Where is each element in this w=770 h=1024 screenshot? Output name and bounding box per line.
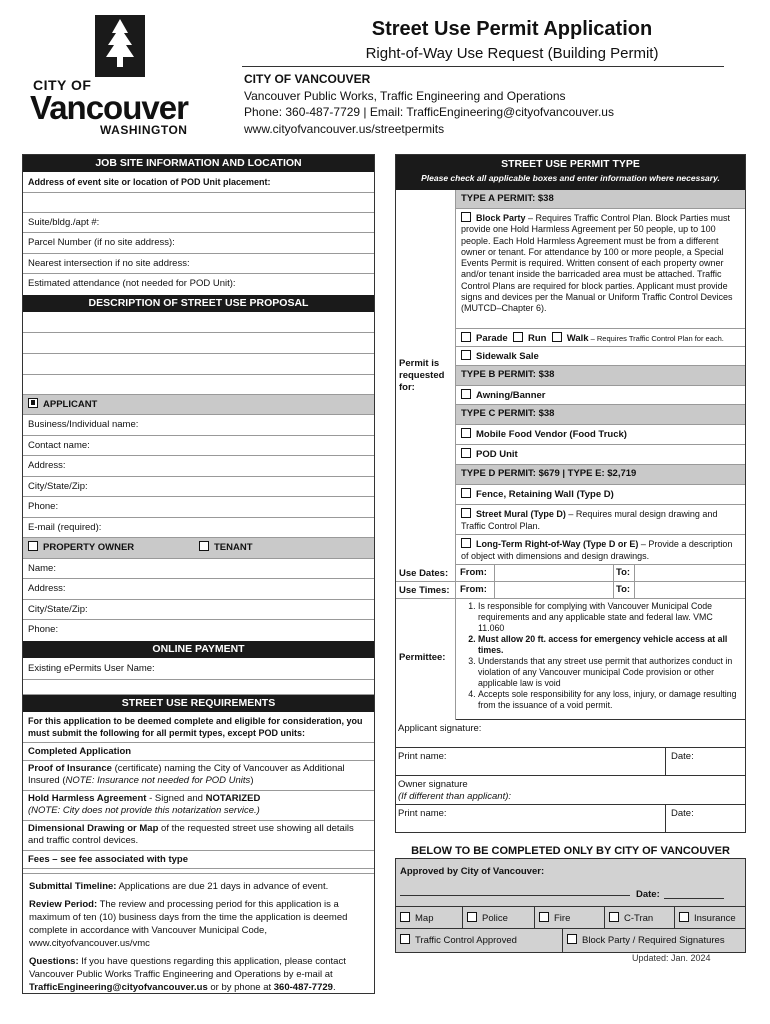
org-name: CITY OF VANCOUVER	[244, 72, 371, 86]
use-times-row	[456, 582, 745, 599]
questions-end: .	[332, 981, 336, 993]
job-site-heading: JOB SITE INFORMATION AND LOCATION	[23, 155, 374, 172]
suite-field[interactable]	[23, 213, 374, 234]
block-party-sigs-checkbox[interactable]	[567, 934, 577, 944]
date-label: Date:	[671, 751, 694, 762]
awning-checkbox[interactable]	[461, 389, 471, 399]
req-hold-title: Hold Harmless Agreement	[28, 792, 147, 804]
submittal-notes	[23, 873, 374, 1005]
owner-signature-note: (If different than applicant):	[398, 791, 512, 802]
run-label: Run	[527, 333, 547, 344]
applicant-heading: APPLICANT	[43, 398, 98, 410]
contact-field[interactable]	[23, 436, 374, 457]
police-checkbox[interactable]	[467, 912, 477, 922]
approved-by-line[interactable]	[400, 895, 630, 896]
description-line-4[interactable]	[23, 375, 374, 395]
review-text: The review and processing period for this application is a maximum of ten (10) business days from the time the application is deemed complete in accordance with Vancouver Municipal Code, www.cityofvancouver.us/vmc	[29, 898, 348, 949]
pod-unit-checkbox[interactable]	[461, 448, 471, 458]
owner-signature-field[interactable]	[395, 776, 746, 805]
owner-print-name-field[interactable]	[396, 805, 666, 832]
req-fees: Fees – see fee associated with type	[23, 851, 374, 869]
print-name-field[interactable]	[396, 748, 666, 775]
fence-label: Fence, Retaining Wall (Type D)	[476, 489, 614, 500]
print-name-row	[395, 748, 746, 776]
logo-washington: WASHINGTON	[100, 123, 188, 137]
type-b-heading: TYPE B PERMIT: $38	[456, 366, 745, 386]
address-label-row	[23, 172, 374, 193]
block-party-option	[456, 209, 745, 329]
type-a-heading: TYPE A PERMIT: $38	[456, 190, 745, 209]
questions-email-link[interactable]: TrafficEngineering@cityofvancouver.us	[29, 981, 208, 993]
approved-by-label: Approved by City of Vancouver:	[400, 866, 545, 877]
owner-signature-label: Owner signature	[398, 779, 468, 790]
property-owner-label: PROPERTY OWNER	[43, 542, 135, 553]
times-from-field[interactable]	[494, 582, 614, 598]
email-label: E-mail (required):	[28, 521, 102, 533]
owner-print-name-row	[395, 805, 746, 833]
questions-text-2: or by phone at	[207, 981, 274, 993]
description-line-1[interactable]	[23, 312, 374, 333]
updated-date: Updated: Jan. 2024	[632, 953, 711, 963]
insurance-checkbox[interactable]	[679, 912, 689, 922]
traffic-control-checkbox[interactable]	[400, 934, 410, 944]
walk-checkbox[interactable]	[552, 332, 562, 342]
suite-label: Suite/bldg./apt #:	[28, 216, 100, 228]
owner-city-label: City/State/Zip:	[28, 603, 88, 615]
map-checkbox[interactable]	[400, 912, 410, 922]
req-drawing-text: of the requested street use showing all details and traffic control devices.	[28, 822, 354, 846]
term-3: 3. Understands that any street use permit that authorizes conduct in violation of any Vancouver municipal Code provision or other applicable law is void	[478, 656, 740, 689]
parcel-field[interactable]	[23, 233, 374, 254]
permit-type-instructions: Please check all applicable boxes and enter information where necessary.	[421, 173, 720, 183]
sidewalk-sale-row	[456, 347, 745, 366]
pod-unit-row	[456, 445, 745, 465]
property-owner-checkbox[interactable]	[28, 541, 38, 551]
owner-phone-field[interactable]	[23, 620, 374, 641]
type-de-heading: TYPE D PERMIT: $679 | TYPE E: $2,719	[456, 465, 745, 485]
sidewalk-sale-label: Sidewalk Sale	[476, 351, 539, 362]
fire-label: Fire	[554, 913, 571, 924]
traffic-control-label: Traffic Control Approved	[415, 935, 517, 946]
term-2: 2. Must allow 20 ft. access for emergency vehicle access at all times.	[478, 634, 740, 656]
owner-address-label: Address:	[28, 583, 66, 594]
owner-name-label: Name:	[28, 562, 56, 574]
awning-label: Awning/Banner	[476, 390, 546, 401]
fire-check	[534, 907, 574, 929]
address-label: Address of event site or location of POD Unit placement:	[28, 177, 271, 187]
longterm-title: Long-Term Right-of-Way (Type D or E)	[476, 539, 639, 549]
pod-unit-label: POD Unit	[476, 449, 518, 460]
food-truck-checkbox[interactable]	[461, 428, 471, 438]
page-subtitle: Right-of-Way Use Request (Building Permit)	[365, 45, 659, 62]
longterm-text: – Provide a description of object with dimensions and design drawings.	[461, 539, 733, 561]
req-hold-harmless	[23, 791, 374, 821]
address-field[interactable]	[23, 193, 374, 213]
run-checkbox[interactable]	[513, 332, 523, 342]
intersection-label: Nearest intersection if no site address:	[28, 257, 190, 269]
questions-title: Questions:	[29, 955, 79, 967]
mural-text: – Requires mural design drawing and Traffic Control Plan.	[461, 509, 718, 531]
block-party-checkbox[interactable]	[461, 212, 471, 222]
ctran-label: C-Tran	[624, 913, 654, 924]
applicant-heading-row	[23, 395, 374, 416]
req-insurance-note: NOTE: Insurance not needed for POD Units	[65, 775, 251, 786]
block-party-sigs-label: Block Party / Required Signatures	[582, 935, 725, 946]
dates-to-label: To:	[616, 567, 631, 578]
map-label: Map	[415, 913, 434, 924]
approved-date-line[interactable]	[664, 898, 724, 899]
applicant-address-field[interactable]	[23, 456, 374, 477]
term-4: 4. Accepts sole responsibility for any loss, injury, or damage resulting from the issuance of a void permit.	[478, 689, 740, 711]
header-divider	[242, 66, 724, 67]
attendance-label: Estimated attendance (not needed for POD Unit):	[28, 278, 236, 289]
permit-type-header	[396, 155, 745, 190]
tenant-label: TENANT	[214, 542, 253, 553]
applicant-city-field[interactable]	[23, 477, 374, 498]
city-logo	[30, 15, 210, 135]
description-line-3[interactable]	[23, 354, 374, 375]
permittee-label: Permittee:	[396, 599, 456, 720]
questions-phone: 360-487-7729	[273, 981, 333, 993]
requirements-list	[23, 712, 374, 869]
req-completed: Completed Application	[23, 743, 374, 761]
final-checks-row	[396, 929, 745, 952]
applicant-checkbox[interactable]	[28, 398, 38, 408]
logo-vancouver: Vancouver	[30, 89, 188, 126]
intersection-field[interactable]	[23, 254, 374, 275]
use-times-label: Use Times:	[396, 582, 456, 599]
description-line-2[interactable]	[23, 333, 374, 354]
parade-label: Parade	[476, 333, 508, 344]
timeline-text: Applications are due 21 days in advance of event.	[116, 880, 329, 892]
longterm-checkbox[interactable]	[461, 538, 471, 548]
map-check	[400, 912, 433, 924]
applicant-phone-label: Phone:	[28, 501, 59, 512]
timeline-title: Submittal Timeline:	[29, 880, 117, 892]
left-column	[22, 154, 375, 994]
times-from-label: From:	[460, 584, 487, 595]
contact-label: Contact name:	[28, 439, 90, 451]
org-info	[244, 71, 614, 137]
parade-checkbox[interactable]	[461, 332, 471, 342]
insurance-check	[674, 907, 740, 929]
req-drawing	[23, 821, 374, 851]
approved-date-label: Date:	[636, 889, 660, 900]
use-dates-label: Use Dates:	[396, 565, 456, 582]
req-hold-note: (NOTE: City does not provide this notarization service.)	[28, 805, 260, 816]
business-field[interactable]	[23, 415, 374, 436]
use-dates-row	[456, 565, 745, 582]
insurance-label: Insurance	[694, 913, 736, 924]
epermits-user-label: Existing ePermits User Name:	[28, 662, 155, 674]
review-title: Review Period:	[29, 898, 98, 910]
owner-date-label: Date:	[671, 808, 694, 819]
sidewalk-sale-checkbox[interactable]	[461, 350, 471, 360]
mural-checkbox[interactable]	[461, 508, 471, 518]
owner-phone-label: Phone:	[28, 624, 59, 635]
dates-from-label: From:	[460, 567, 487, 578]
parade-run-walk-row	[456, 329, 745, 347]
permit-requested-label: Permit is requested for:	[396, 190, 456, 565]
logo-city-of: CITY OF	[33, 77, 92, 93]
applicant-city-label: City/State/Zip:	[28, 480, 88, 492]
food-truck-row	[456, 425, 745, 445]
owner-name-field[interactable]	[23, 559, 374, 580]
traffic-control-check	[400, 934, 517, 946]
req-drawing-title: Dimensional Drawing or Map	[28, 822, 159, 834]
approval-checks-row	[396, 906, 745, 929]
parcel-label: Parcel Number (if no site address):	[28, 237, 175, 248]
online-payment-heading: ONLINE PAYMENT	[23, 641, 374, 658]
terms-list	[461, 601, 740, 711]
epermits-user-field[interactable]	[23, 658, 374, 680]
email-field[interactable]	[23, 518, 374, 539]
org-web: www.cityofvancouver.us/streetpermits	[244, 121, 445, 136]
questions-text: If you have questions regarding this application, please contact Vancouver Public Works Traffic Engineering and Operations by e-mail at	[29, 955, 346, 980]
city-use-block	[395, 858, 746, 953]
questions	[29, 955, 368, 994]
term-1: 1. Is responsible for complying with Vancouver Municipal Code requirements and any applicable state and federal law. VMC 11.060	[478, 601, 740, 634]
mural-title: Street Mural (Type D)	[476, 509, 566, 519]
ctran-checkbox[interactable]	[609, 912, 619, 922]
block-party-title: Block Party	[476, 213, 526, 223]
fence-checkbox[interactable]	[461, 488, 471, 498]
mural-row	[456, 505, 745, 535]
req-insurance: Proof of Insurance (certificate) naming the City of Vancouver as Additional Insured (NOTE: Insurance not needed for POD Units)	[23, 761, 374, 791]
owner-print-name-label: Print name:	[398, 808, 447, 819]
tenant-checkbox[interactable]	[199, 541, 209, 551]
owner-address-field[interactable]	[23, 579, 374, 600]
permittee-terms	[456, 599, 745, 720]
owner-tenant-row	[23, 538, 374, 559]
req-insurance-title: Proof of Insurance	[28, 762, 112, 774]
permit-type-panel	[395, 154, 746, 720]
applicant-address-label: Address:	[28, 460, 66, 471]
description-heading: DESCRIPTION OF STREET USE PROPOSAL	[23, 295, 374, 312]
applicant-signature-field[interactable]	[395, 720, 746, 748]
req-hold-notarized: NOTARIZED	[205, 792, 261, 804]
review-period	[29, 898, 368, 950]
org-dept: Vancouver Public Works, Traffic Engineering and Operations	[244, 88, 566, 103]
print-name-label: Print name:	[398, 751, 447, 762]
longterm-row	[456, 535, 745, 565]
awning-row	[456, 386, 745, 405]
req-hold-text: - Signed and	[146, 792, 206, 804]
dates-to-field[interactable]	[634, 565, 745, 581]
spacer	[23, 680, 374, 695]
requirements-heading: STREET USE REQUIREMENTS	[23, 695, 374, 712]
city-use-heading: BELOW TO BE COMPLETED ONLY BY CITY OF VANCOUVER	[411, 845, 730, 857]
police-label: Police	[482, 913, 508, 924]
owner-city-field[interactable]	[23, 600, 374, 621]
times-to-label: To:	[616, 584, 631, 595]
food-truck-label: Mobile Food Vendor (Food Truck)	[476, 429, 627, 440]
applicant-signature-label: Applicant signature:	[398, 723, 482, 734]
org-contact: Phone: 360-487-7729 | Email: TrafficEngineering@cityofvancouver.us	[244, 105, 614, 119]
block-party-sigs-check	[562, 929, 729, 952]
page-title: Street Use Permit Application	[371, 18, 653, 40]
times-to-field[interactable]	[634, 582, 745, 598]
block-party-text: – Requires Traffic Control Plan. Block Parties must provide one Hold Harmless Agreement per 50 people, up to 100 people. Each Hold Harmless Agreement must be from a different owner or tenant. For attendance by 100 or more people, a Special Events Permit is required. Written consent of each property owner and/or tenant inside the barricaded area must be attached. Traffic Control Plans are required for block parties. Applicant must provide signs and devices per the Manual or Uniform Traffic Control Devices (MUTCD–Chapter 6).	[461, 213, 733, 314]
tree-logo-icon	[95, 15, 145, 80]
submittal-timeline	[29, 880, 368, 893]
applicant-phone-field[interactable]	[23, 497, 374, 518]
fence-row	[456, 485, 745, 505]
requirements-intro: For this application to be deemed complete and eligible for consideration, you must submit the following for all permit types, except POD units:	[23, 712, 374, 743]
business-label: Business/Individual name:	[28, 419, 139, 430]
walk-label: Walk	[566, 333, 589, 344]
type-c-heading: TYPE C PERMIT: $38	[456, 405, 745, 425]
attendance-field[interactable]	[23, 274, 374, 295]
dates-from-field[interactable]	[494, 565, 614, 581]
police-check	[462, 907, 512, 929]
walk-note: – Requires Traffic Control Plan for each.	[588, 334, 724, 343]
permit-type-heading: STREET USE PERMIT TYPE	[501, 158, 640, 170]
req-insurance-text: (certificate) naming the City of Vancouver as Additional Insured (	[28, 762, 345, 786]
fire-checkbox[interactable]	[539, 912, 549, 922]
ctran-check	[604, 907, 657, 929]
